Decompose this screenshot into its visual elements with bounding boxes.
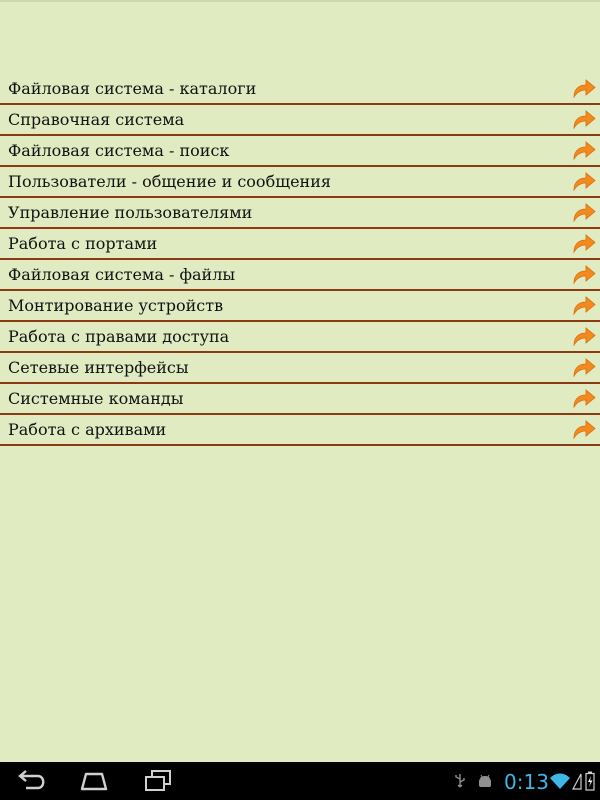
status-clock: 0:13 (504, 770, 549, 794)
list-item[interactable] (0, 353, 600, 384)
forward-arrow-icon (572, 77, 596, 99)
list-item[interactable] (0, 291, 600, 322)
battery-icon (585, 771, 595, 791)
list-item-label: Работа с архивами (8, 420, 167, 439)
forward-arrow-icon (572, 232, 596, 254)
forward-arrow-icon (572, 294, 596, 316)
forward-arrow-icon (572, 418, 596, 440)
forward-arrow-icon (572, 263, 596, 285)
list-item[interactable] (0, 229, 600, 260)
list-item[interactable] (0, 415, 600, 446)
list-item[interactable] (0, 260, 600, 291)
forward-arrow-icon (572, 387, 596, 409)
list-item-label: Справочная система (8, 110, 185, 129)
forward-arrow-icon (572, 108, 596, 130)
list-item-label: Файловая система - каталоги (8, 79, 257, 98)
forward-arrow-icon (572, 170, 596, 192)
list-item[interactable] (0, 198, 600, 229)
android-debug-icon (477, 774, 493, 788)
list-item-label: Системные команды (8, 389, 184, 408)
list-item-label: Управление пользователями (8, 203, 253, 222)
usb-icon (454, 773, 466, 789)
list-item[interactable] (0, 74, 600, 105)
system-navigation-bar (0, 762, 600, 800)
wifi-icon (549, 772, 571, 790)
signal-triangle-icon (572, 772, 582, 790)
top-divider (0, 0, 600, 2)
list-item-label: Файловая система - файлы (8, 265, 236, 284)
forward-arrow-icon (572, 139, 596, 161)
forward-arrow-icon (572, 356, 596, 378)
recent-apps-icon[interactable] (138, 768, 178, 794)
list-item-label: Работа с портами (8, 234, 158, 253)
list-item[interactable] (0, 322, 600, 353)
list-item-label: Монтирование устройств (8, 296, 224, 315)
menu-list (0, 74, 600, 446)
home-icon[interactable] (74, 768, 114, 794)
forward-arrow-icon (572, 201, 596, 223)
list-item[interactable] (0, 384, 600, 415)
back-icon[interactable] (12, 768, 52, 794)
list-item-label: Сетевые интерфейсы (8, 358, 189, 377)
list-item-label: Файловая система - поиск (8, 141, 230, 160)
list-item[interactable] (0, 167, 600, 198)
forward-arrow-icon (572, 325, 596, 347)
list-item[interactable] (0, 105, 600, 136)
list-item-label: Пользователи - общение и сообщения (8, 172, 331, 191)
list-item-label: Работа с правами доступа (8, 327, 230, 346)
list-item[interactable] (0, 136, 600, 167)
